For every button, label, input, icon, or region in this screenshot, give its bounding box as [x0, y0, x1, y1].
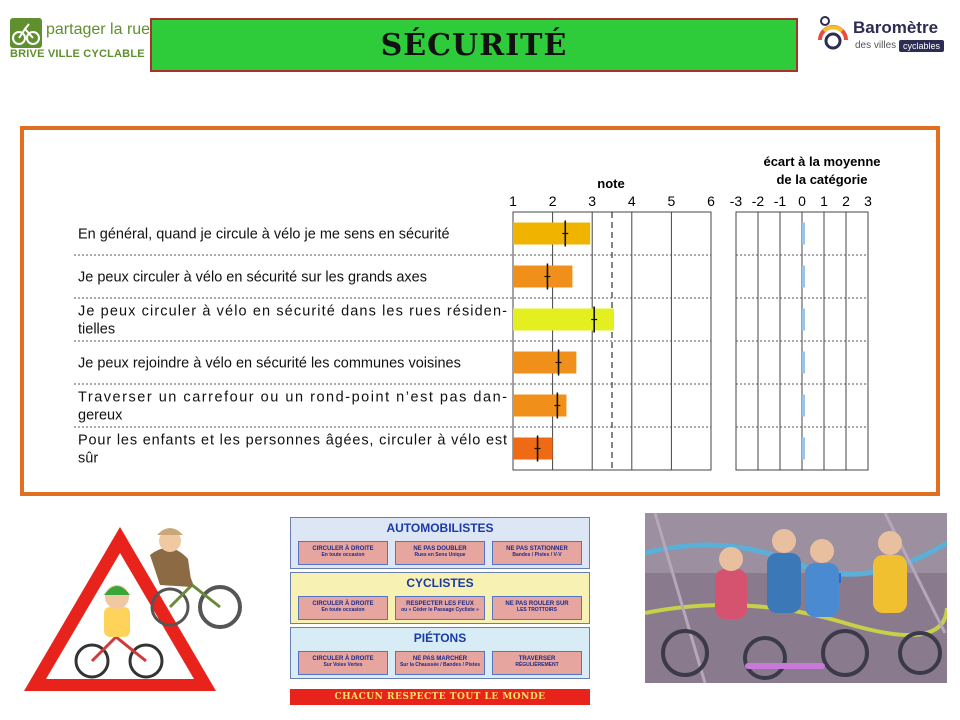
- title-banner: [150, 18, 798, 72]
- rule-item: [492, 596, 582, 620]
- rule-item: [298, 541, 388, 565]
- ecart-tick-label: -2: [751, 193, 765, 209]
- note-tick-label: 6: [707, 193, 715, 209]
- rule-item-sub: Sur Voies Vertes: [323, 662, 363, 668]
- ecart-axis-title-line1: écart à la moyenne: [763, 154, 881, 169]
- question-label: Traverser un carrefour ou un rond-point n’est pas dan-: [78, 389, 508, 406]
- ecart-axis-title-line2: de la catégorie: [776, 172, 868, 187]
- ecart-tick-label: 0: [798, 193, 806, 209]
- rule-item-sub: En toute occasion: [321, 607, 365, 613]
- question-label: Je peux circuler à vélo en sécurité sur les grands axes: [78, 269, 427, 286]
- question-label: tielles: [78, 321, 116, 338]
- rule-item-main: NE PAS STATIONNER: [506, 546, 568, 552]
- question-label: sûr: [78, 450, 99, 467]
- rule-item-main: NE PAS DOUBLER: [413, 546, 467, 552]
- partager-la-rue-logo: [10, 18, 151, 60]
- logo-right-name: Baromètre: [853, 18, 939, 37]
- rule-section-1: [290, 572, 590, 624]
- logo-right-tag: cyclables: [899, 40, 944, 52]
- note-tick-label: 2: [548, 193, 557, 209]
- deviation-bar: [802, 352, 805, 374]
- score-bar: [513, 438, 553, 460]
- deviation-bar: [802, 309, 805, 331]
- note-tick-label: 4: [627, 193, 636, 209]
- deviation-bar: [802, 223, 805, 245]
- score-bar: [513, 352, 576, 374]
- rule-item: [395, 541, 485, 565]
- rule-item: [395, 651, 485, 675]
- question-label: Je peux rejoindre à vélo en sécurité les communes voisines: [78, 355, 461, 372]
- rule-item-main: TRAVERSER: [518, 656, 556, 662]
- ecart-tick-label: 2: [842, 193, 850, 209]
- question-label: gereux: [78, 407, 123, 424]
- security-results-panel: [20, 126, 940, 496]
- rule-item-sub: Bandes / Pistes / V-V: [512, 552, 562, 558]
- note-axis-title: note: [597, 176, 625, 191]
- logo-left-name: partager la rue: [46, 21, 151, 38]
- rule-item-main: CIRCULER À DROITE: [312, 656, 374, 662]
- rules-footer-banner: CHACUN RESPECTE TOUT LE MONDE: [290, 689, 590, 705]
- ecart-tick-label: 3: [864, 193, 872, 209]
- question-label: Pour les enfants et les personnes âgées, circuler à vélo est: [78, 432, 507, 449]
- deviation-bar: [802, 266, 805, 288]
- rule-item-sub: Sur la Chaussée / Bandes / Pistes: [399, 662, 481, 668]
- note-tick-label: 3: [588, 193, 597, 209]
- security-chart: [24, 130, 936, 492]
- rule-section-title: CYCLISTES: [406, 576, 474, 590]
- family-cyclists-illustration: [645, 513, 947, 683]
- rule-item-main: CIRCULER À DROITE: [312, 546, 374, 552]
- page-title: SÉCURITÉ: [380, 27, 568, 63]
- rule-item: [298, 651, 388, 675]
- rule-section-2: [290, 627, 590, 679]
- rule-item: [492, 541, 582, 565]
- rule-item: [492, 651, 582, 675]
- traffic-rules-card: [290, 517, 590, 705]
- rule-item-sub: RÉGULIÈREMENT: [515, 662, 559, 668]
- deviation-bar: [802, 395, 805, 417]
- question-label: Je peux circuler à vélo en sécurité dans les rues résiden-: [78, 303, 507, 320]
- ecart-tick-label: -3: [729, 193, 743, 209]
- logo-left-subtitle: BRIVE VILLE CYCLABLE: [10, 48, 145, 60]
- score-bar: [513, 223, 590, 245]
- rule-item-main: RESPECTER LES FEUX: [406, 601, 474, 607]
- barometre-gauge-icon: [815, 14, 851, 54]
- score-bar: [513, 266, 572, 288]
- rule-item-main: CIRCULER À DROITE: [312, 601, 374, 607]
- rule-item-sub: Rues en Sens Unique: [414, 552, 466, 558]
- rule-section-0: [290, 517, 590, 569]
- rule-item-main: NE PAS ROULER SUR: [505, 601, 569, 607]
- rule-item: [298, 596, 388, 620]
- deviation-bar: [802, 438, 805, 460]
- score-bar: [513, 309, 614, 331]
- ecart-tick-label: -1: [773, 193, 787, 209]
- rule-section-title: AUTOMOBILISTES: [386, 521, 494, 535]
- note-tick-label: 5: [667, 193, 676, 209]
- rule-item-sub: ou « Céder le Passage Cycliste »: [401, 607, 479, 613]
- rule-item-main: NE PAS MARCHER: [412, 656, 468, 662]
- rule-section-title: PIÉTONS: [413, 631, 467, 645]
- question-label: En général, quand je circule à vélo je me sens en sécurité: [78, 226, 450, 243]
- note-tick-label: 1: [509, 193, 517, 209]
- child-cyclist-warning-sign: [20, 515, 250, 695]
- rule-item-sub: En toute occasion: [321, 552, 365, 558]
- rule-item: [395, 596, 485, 620]
- rule-item-sub: LES TROTTOIRS: [517, 607, 557, 613]
- barometre-logo: [815, 14, 955, 60]
- logo-right-subtitle: des villes: [855, 40, 897, 51]
- cyclist-logo-icon: [10, 18, 42, 48]
- ecart-tick-label: 1: [820, 193, 828, 209]
